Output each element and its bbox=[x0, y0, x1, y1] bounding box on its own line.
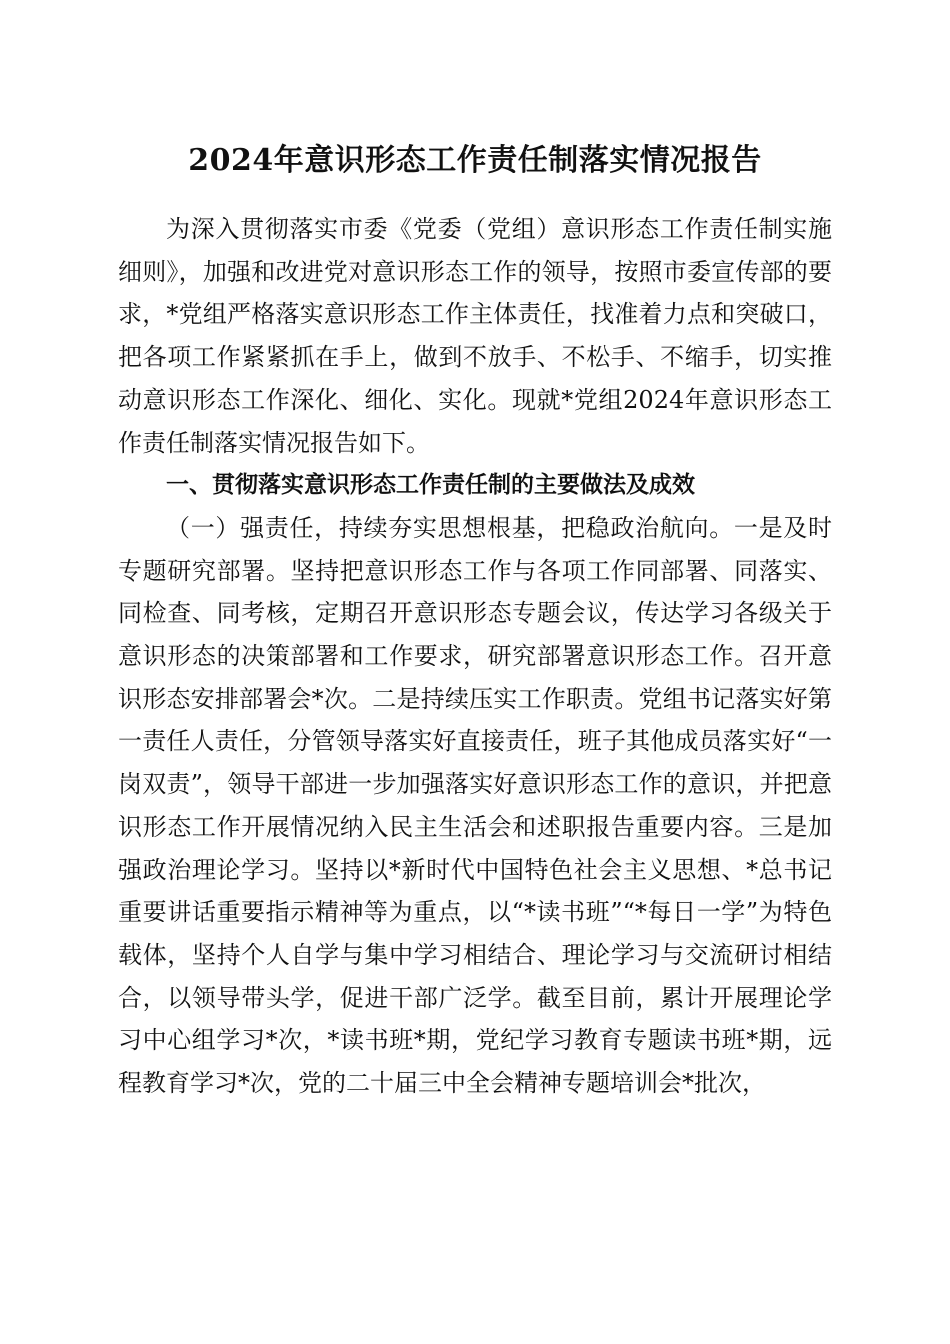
intro-paragraph: 为深入贯彻落实市委《党委（党组）意识形态工作责任制实施细则》，加强和改进党对意识形态工作的领导，按照市委宣传部的要求，*党组严格落实意识形态工作主体责任，找准着力点和突破口，把各项工作紧紧抓在手上，做到不放手、不松手、不缩手，切实推动意识形态工作深化、细化、实化。现就*党组2024年意识形态工作责任制落实情况报告如下。 bbox=[118, 215, 832, 457]
document-page bbox=[118, 138, 832, 1105]
section-paragraph: （一）强责任，持续夯实思想根基，把稳政治航向。一是及时专题研究部署。坚持把意识形态工作与各项工作同部署、同落实、同检查、同考核，定期召开意识形态专题会议，传达学习各级关于意识形态的决策部署和工作要求，研究部署意识形态工作。召开意识形态安排部署会*次。二是持续压实工作职责。党组书记落实好第一责任人责任，分管领导落实好直接责任，班子其他成员落实好“一岗双责”，领导干部进一步加强落实好意识形态工作的意识，并把意识形态工作开展情况纳入民主生活会和述职报告重要内容。三是加强政治理论学习。坚持以*新时代中国特色社会主义思想、*总书记重要讲话重要指示精神等为重点，以“*读书班”“*每日一学”为特色载体，坚持个人自学与集中学习相结合、理论学习与交流研讨相结合，以领导带头学，促进干部广泛学。截至目前，累计开展理论学习中心组学习*次，*读书班*期，党纪学习教育专题读书班*期，远程教育学习*次，党的二十届三中全会精神专题培训会*批次， bbox=[118, 513, 832, 1098]
document-title: 2024年意识形态工作责任制落实情况报告 bbox=[188, 143, 762, 178]
section-heading: 一、贯彻落实意识形态工作责任制的主要做法及成效 bbox=[166, 472, 695, 499]
